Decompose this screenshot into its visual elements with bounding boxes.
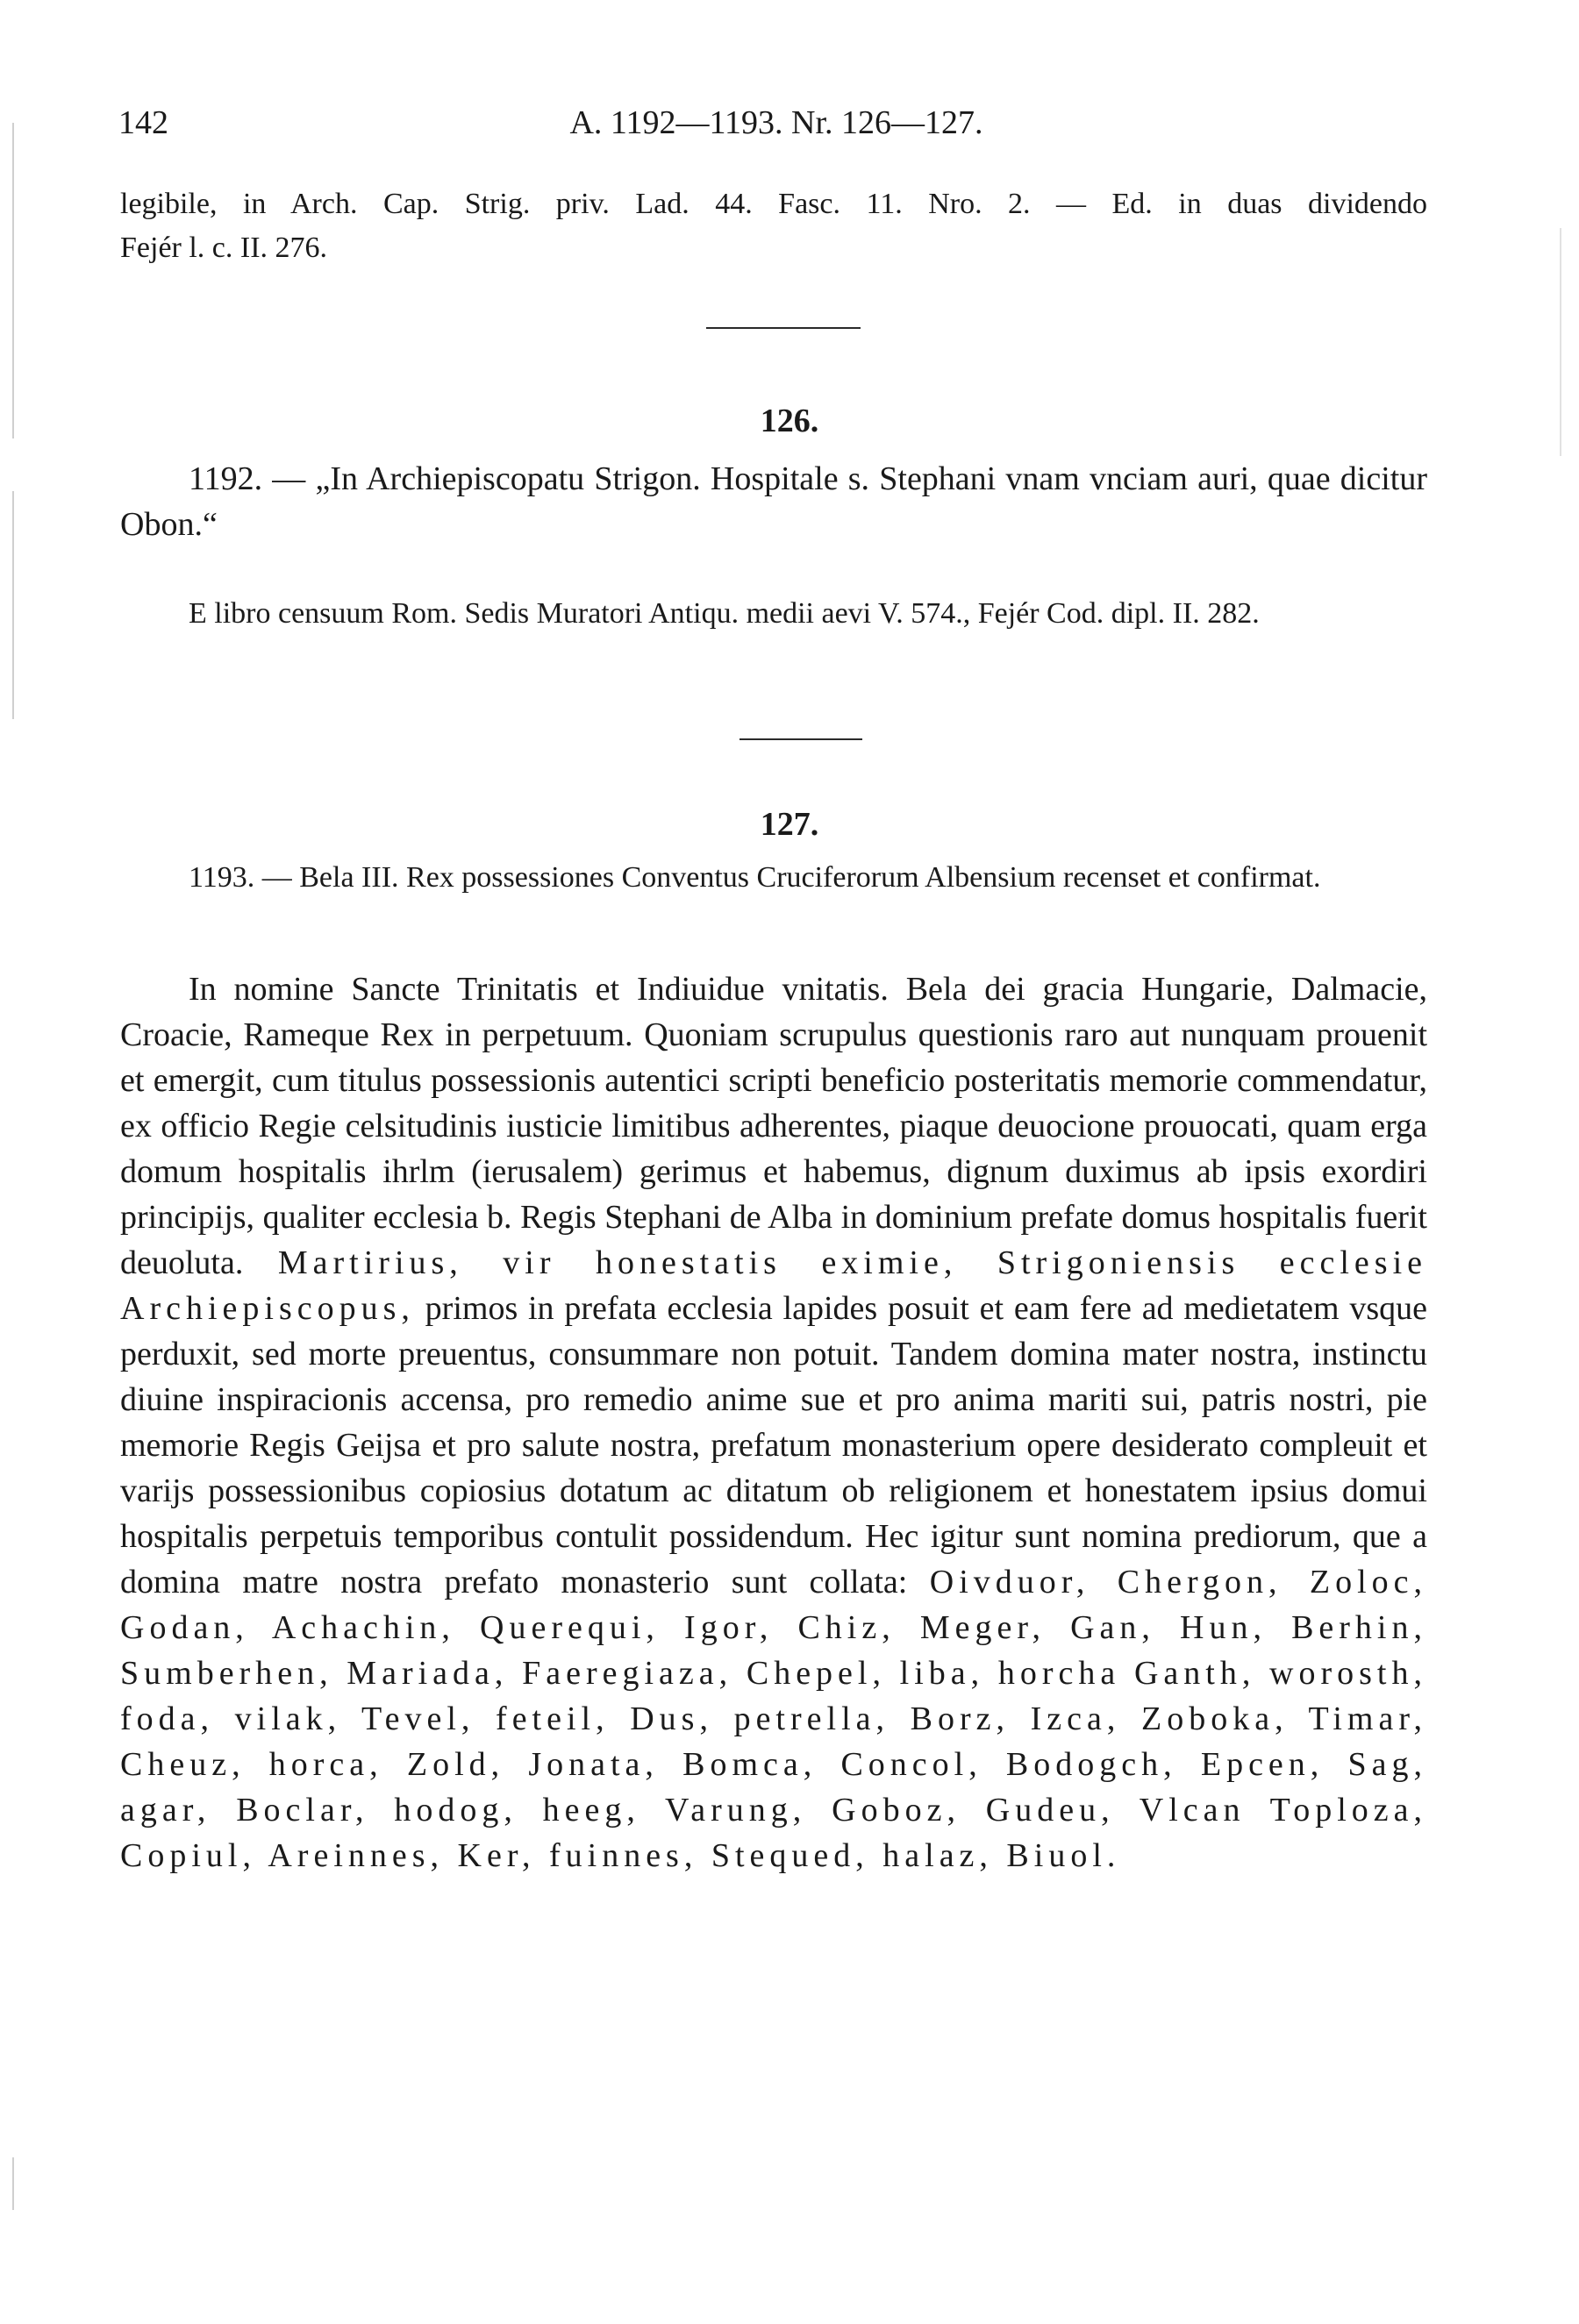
intro-note	[120, 182, 1427, 270]
section-divider	[739, 738, 862, 740]
place-names-list: Oivduor, Chergon, Zoloc, Godan, Achachin, Querequi, Igor, Chiz, Meger, Gan, Hun, Berhin, Sumberhen, Mariada, Faeregiaza, Chepel, liba, horcha Ganth, worosth, foda, vilak, Tevel, feteil, Dus, petrella, Borz, Izca, Zoboka, Timar, Cheuz, horca, Zold, Jonata, Bomca, Concol, Bodogch, Epcen, Sag, agar, Boclar, hodog, heeg, Varung, Goboz, Gudeu, Vlcan Toploza, Copiul, Areinnes, Ker, fuinnes, Stequed, halaz, Biuol.	[120, 1564, 1428, 1874]
document-126-regest: 1192. — „In Archiepiscopatu Strigon. Hospitale s. Stephani vnam vnciam auri, quae dicitur Obon.“	[120, 460, 1427, 543]
scan-edge-mark	[12, 491, 14, 719]
page-title: A. 1192—1193. Nr. 126—127.	[569, 104, 983, 141]
page-number: 142	[118, 104, 168, 141]
intro-line-2: Fejér l. c. II. 276.	[120, 232, 328, 264]
charter-text-part-2: primos in prefata ecclesia lapides posuit et eam fere ad medietatem vsque perduxit, sed morte preuentus, consummare non potuit. Tandem domina mater nostra, instinctu diuine inspiracionis accensa, pro remedio anime sue et pro anima mariti sui, patris nostri, pie memorie Regis Geijsa et pro salute nostra, prefatum monasterium opere desiderato compleuit et varijs possessionibus copiosius dotatum ac ditatum ob religionem et honestatem ipsius domui hospitalis perpetuis temporibus contulit possidendum. Hec igitur sunt nomina prediorum, que a domina matre nostra prefato monasterio sunt collata:	[120, 1290, 1428, 1600]
document-126-source	[120, 592, 1427, 636]
charter-text	[120, 966, 1427, 1878]
document-number-127: 127.	[760, 806, 819, 843]
intro-line-1: legibile, in Arch. Cap. Strig. priv. Lad. 44. Fasc. 11. Nro. 2. — Ed. in duas dividendo	[120, 188, 1427, 220]
regest-text: 1193. — Bela III. Rex possessiones Conventus Cruciferorum Albensium recenset et confirmat.	[189, 861, 1321, 894]
spaced-name-passage: Martirius, vir honestatis eximie, Strigoniensis ecclesie Archiepiscopus,	[120, 1244, 1428, 1327]
scan-edge-mark	[12, 123, 14, 438]
document-127-regest	[120, 856, 1427, 900]
charter-text-part-1: In nomine Sancte Trinitatis et Indiuidue vnitatis. Bela dei gracia Hungarie, Dalmacie, Croacie, Rameque Rex in perpetuum. Quoniam scrupulus questionis raro aut nunquam prouenit et emergit, cum titulus possessionis autentici scripti beneficio posteritatis memorie commendatur, ex officio Regie celsitudinis iusticie limitibus adherentes, piaque deuocione prouocati, quam erga domum hospitalis ihrlm (ierusalem) gerimus et habemus, dignum duximus ab ipsis exordiri principijs, qualiter ecclesia b. Regis Stephani de Alba in dominium prefate domus hospitalis fuerit deuoluta.	[120, 971, 1427, 1281]
document-number-126: 126.	[760, 403, 819, 439]
scan-edge-mark	[12, 2157, 14, 2210]
document-127-charter	[120, 966, 1427, 1878]
running-header	[118, 103, 1434, 156]
source-note: E libro censuum Rom. Sedis Muratori Antiqu. medii aevi V. 574., Fejér Cod. dipl. II. 282.	[189, 597, 1260, 630]
section-divider	[706, 327, 861, 329]
document-126-text	[120, 456, 1427, 547]
